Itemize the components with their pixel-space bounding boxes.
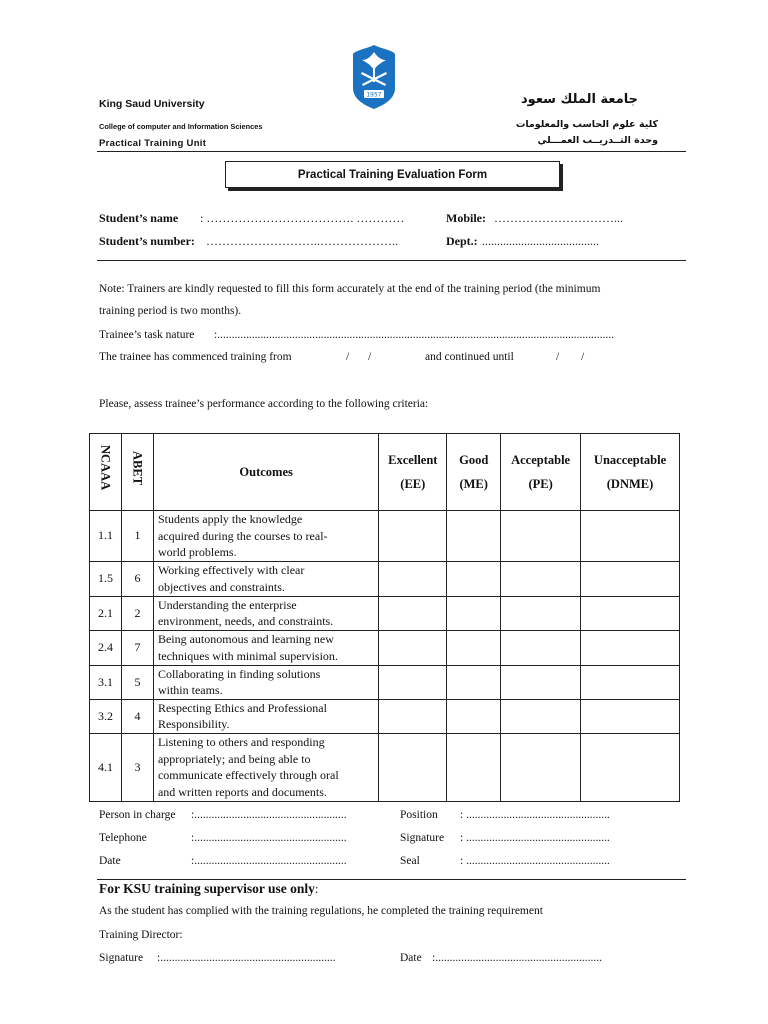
ncaaa-cell: 3.1 — [90, 665, 122, 699]
table-row — [90, 630, 680, 665]
abet-cell: 6 — [121, 561, 153, 596]
rating-cell-good[interactable] — [447, 699, 501, 733]
rating-cell-excellent[interactable] — [379, 511, 447, 562]
rating-cell-acceptable[interactable] — [501, 665, 581, 699]
dept-label: Dept.: — [446, 234, 478, 248]
seal-field[interactable]: : .................................................. — [460, 855, 610, 867]
rating-cell-good[interactable] — [447, 596, 501, 630]
telephone-field[interactable]: :..................................................... — [191, 832, 347, 844]
student-number-field[interactable]: ………………………..……………….. — [206, 234, 398, 248]
excellent-header: Excellent (EE) — [379, 434, 447, 511]
outcome-cell: Working effectively with clear objectives and constraints. — [153, 561, 378, 596]
rating-cell-acceptable[interactable] — [501, 630, 581, 665]
college-name-en: College of computer and Information Sciences — [99, 122, 263, 131]
rating-cell-acceptable[interactable] — [501, 561, 581, 596]
abet-cell: 1 — [121, 511, 153, 562]
rating-cell-unacceptable[interactable] — [581, 665, 680, 699]
rating-cell-good[interactable] — [447, 665, 501, 699]
supervisor-heading: For KSU training supervisor use only: — [99, 881, 319, 896]
rating-cell-unacceptable[interactable] — [581, 699, 680, 733]
outcome-cell: Being autonomous and learning new techniques with minimal supervision. — [153, 630, 378, 665]
unit-name-en: Practical Training Unit — [99, 138, 207, 149]
rating-cell-unacceptable[interactable] — [581, 511, 680, 562]
abet-cell: 7 — [121, 630, 153, 665]
abet-header: ABET — [121, 434, 153, 511]
abet-cell: 5 — [121, 665, 153, 699]
signature-label: Signature — [400, 832, 445, 844]
complied-statement: As the student has complied with the training regulations, he completed the training requirement — [99, 905, 543, 917]
rating-cell-acceptable[interactable] — [501, 596, 581, 630]
outcome-cell: Collaborating in finding solutions within teams. — [153, 665, 378, 699]
position-field[interactable]: : .................................................. — [460, 809, 610, 821]
dept-field[interactable]: ....................................... — [482, 234, 599, 248]
rating-cell-unacceptable[interactable] — [581, 733, 680, 801]
end-date-slash-1[interactable]: / — [556, 351, 560, 363]
ncaaa-cell: 1.1 — [90, 511, 122, 562]
note-line-1: Note: Trainers are kindly requested to fill this form accurately at the end of the training period (the minimum — [99, 283, 601, 295]
rating-cell-good[interactable] — [447, 630, 501, 665]
rating-cell-unacceptable[interactable] — [581, 596, 680, 630]
outcome-cell: Understanding the enterprise environment, needs, and constraints. — [153, 596, 378, 630]
rating-cell-excellent[interactable] — [379, 665, 447, 699]
telephone-label: Telephone — [99, 832, 147, 844]
rating-cell-excellent[interactable] — [379, 630, 447, 665]
continued-label: and continued until — [425, 351, 514, 363]
table-row — [90, 596, 680, 630]
rating-cell-excellent[interactable] — [379, 596, 447, 630]
ncaaa-cell: 4.1 — [90, 733, 122, 801]
logo-year: 1957 — [366, 91, 382, 99]
ncaaa-cell: 3.2 — [90, 699, 122, 733]
form-title: Practical Training Evaluation Form — [225, 161, 560, 188]
rating-cell-acceptable[interactable] — [501, 733, 581, 801]
position-label: Position — [400, 809, 438, 821]
rating-cell-unacceptable[interactable] — [581, 630, 680, 665]
training-director-label: Training Director: — [99, 929, 183, 941]
table-row — [90, 665, 680, 699]
criteria-table — [89, 433, 680, 802]
outcomes-header: Outcomes — [153, 434, 378, 511]
mobile-label: Mobile: — [446, 211, 486, 225]
mobile-field[interactable]: …………………………... — [494, 211, 623, 225]
ncaaa-cell: 2.1 — [90, 596, 122, 630]
rating-cell-excellent[interactable] — [379, 699, 447, 733]
abet-cell: 2 — [121, 596, 153, 630]
abet-cell: 3 — [121, 733, 153, 801]
outcome-cell: Students apply the knowledge acquired during the courses to real- world problems. — [153, 511, 378, 562]
rating-cell-acceptable[interactable] — [501, 699, 581, 733]
director-date-label: Date — [400, 952, 422, 964]
unacceptable-header: Unacceptable (DNME) — [581, 434, 680, 511]
date-label: Date — [99, 855, 121, 867]
task-nature-field[interactable]: :.......................................................................................................................................... — [214, 329, 614, 341]
note-line-2: training period is two months). — [99, 305, 242, 317]
end-date-slash-2[interactable]: / — [581, 351, 585, 363]
person-in-charge-label: Person in charge — [99, 809, 176, 821]
table-header-row — [90, 434, 680, 511]
start-date-slash-2[interactable]: / — [368, 351, 372, 363]
student-number-label: Student’s number: — [99, 234, 195, 248]
person-in-charge-field[interactable]: :..................................................... — [191, 809, 347, 821]
table-row — [90, 511, 680, 562]
abet-cell: 4 — [121, 699, 153, 733]
student-name-label: Student’s name — [99, 211, 179, 225]
university-name-ar: جامعة الملك سعود — [521, 92, 638, 107]
director-date-field[interactable]: :.......................................................... — [432, 952, 602, 964]
rating-cell-good[interactable] — [447, 511, 501, 562]
table-row — [90, 699, 680, 733]
info-divider — [97, 260, 686, 261]
acceptable-header: Acceptable (PE) — [501, 434, 581, 511]
ncaaa-cell: 2.4 — [90, 630, 122, 665]
rating-cell-excellent[interactable] — [379, 561, 447, 596]
signature-field[interactable]: : .................................................. — [460, 832, 610, 844]
outcome-cell: Respecting Ethics and Professional Responsibility. — [153, 699, 378, 733]
ncaaa-header: NCAAA — [90, 434, 122, 511]
rating-cell-acceptable[interactable] — [501, 511, 581, 562]
rating-cell-good[interactable] — [447, 561, 501, 596]
task-nature-label: Trainee’s task nature — [99, 329, 195, 341]
student-name-field[interactable]: : ………………………………. ………… — [200, 211, 405, 225]
table-row — [90, 733, 680, 801]
seal-label: Seal — [400, 855, 420, 867]
rating-cell-excellent[interactable] — [379, 733, 447, 801]
date-field[interactable]: :..................................................... — [191, 855, 347, 867]
ncaaa-cell: 1.5 — [90, 561, 122, 596]
assess-instruction: Please, assess trainee’s performance according to the following criteria: — [99, 398, 429, 410]
rating-cell-good[interactable] — [447, 733, 501, 801]
director-signature-field[interactable]: :............................................................. — [157, 952, 336, 964]
good-header: Good (ME) — [447, 434, 501, 511]
outcome-cell: Listening to others and responding appropriately; and being able to communicate effectively through oral and written reports and documents. — [153, 733, 378, 801]
table-row — [90, 561, 680, 596]
director-signature-label: Signature — [99, 952, 144, 964]
university-name-en: King Saud University — [99, 98, 205, 110]
commenced-label: The trainee has commenced training from — [99, 351, 292, 363]
unit-name-ar: وحدة التــدريــب العمـــلي — [537, 135, 658, 146]
start-date-slash-1[interactable]: / — [346, 351, 350, 363]
rating-cell-unacceptable[interactable] — [581, 561, 680, 596]
ksu-logo-icon — [352, 44, 396, 110]
header-divider — [97, 151, 686, 152]
college-name-ar: كلية علوم الحاسب والمعلومات — [515, 119, 658, 130]
